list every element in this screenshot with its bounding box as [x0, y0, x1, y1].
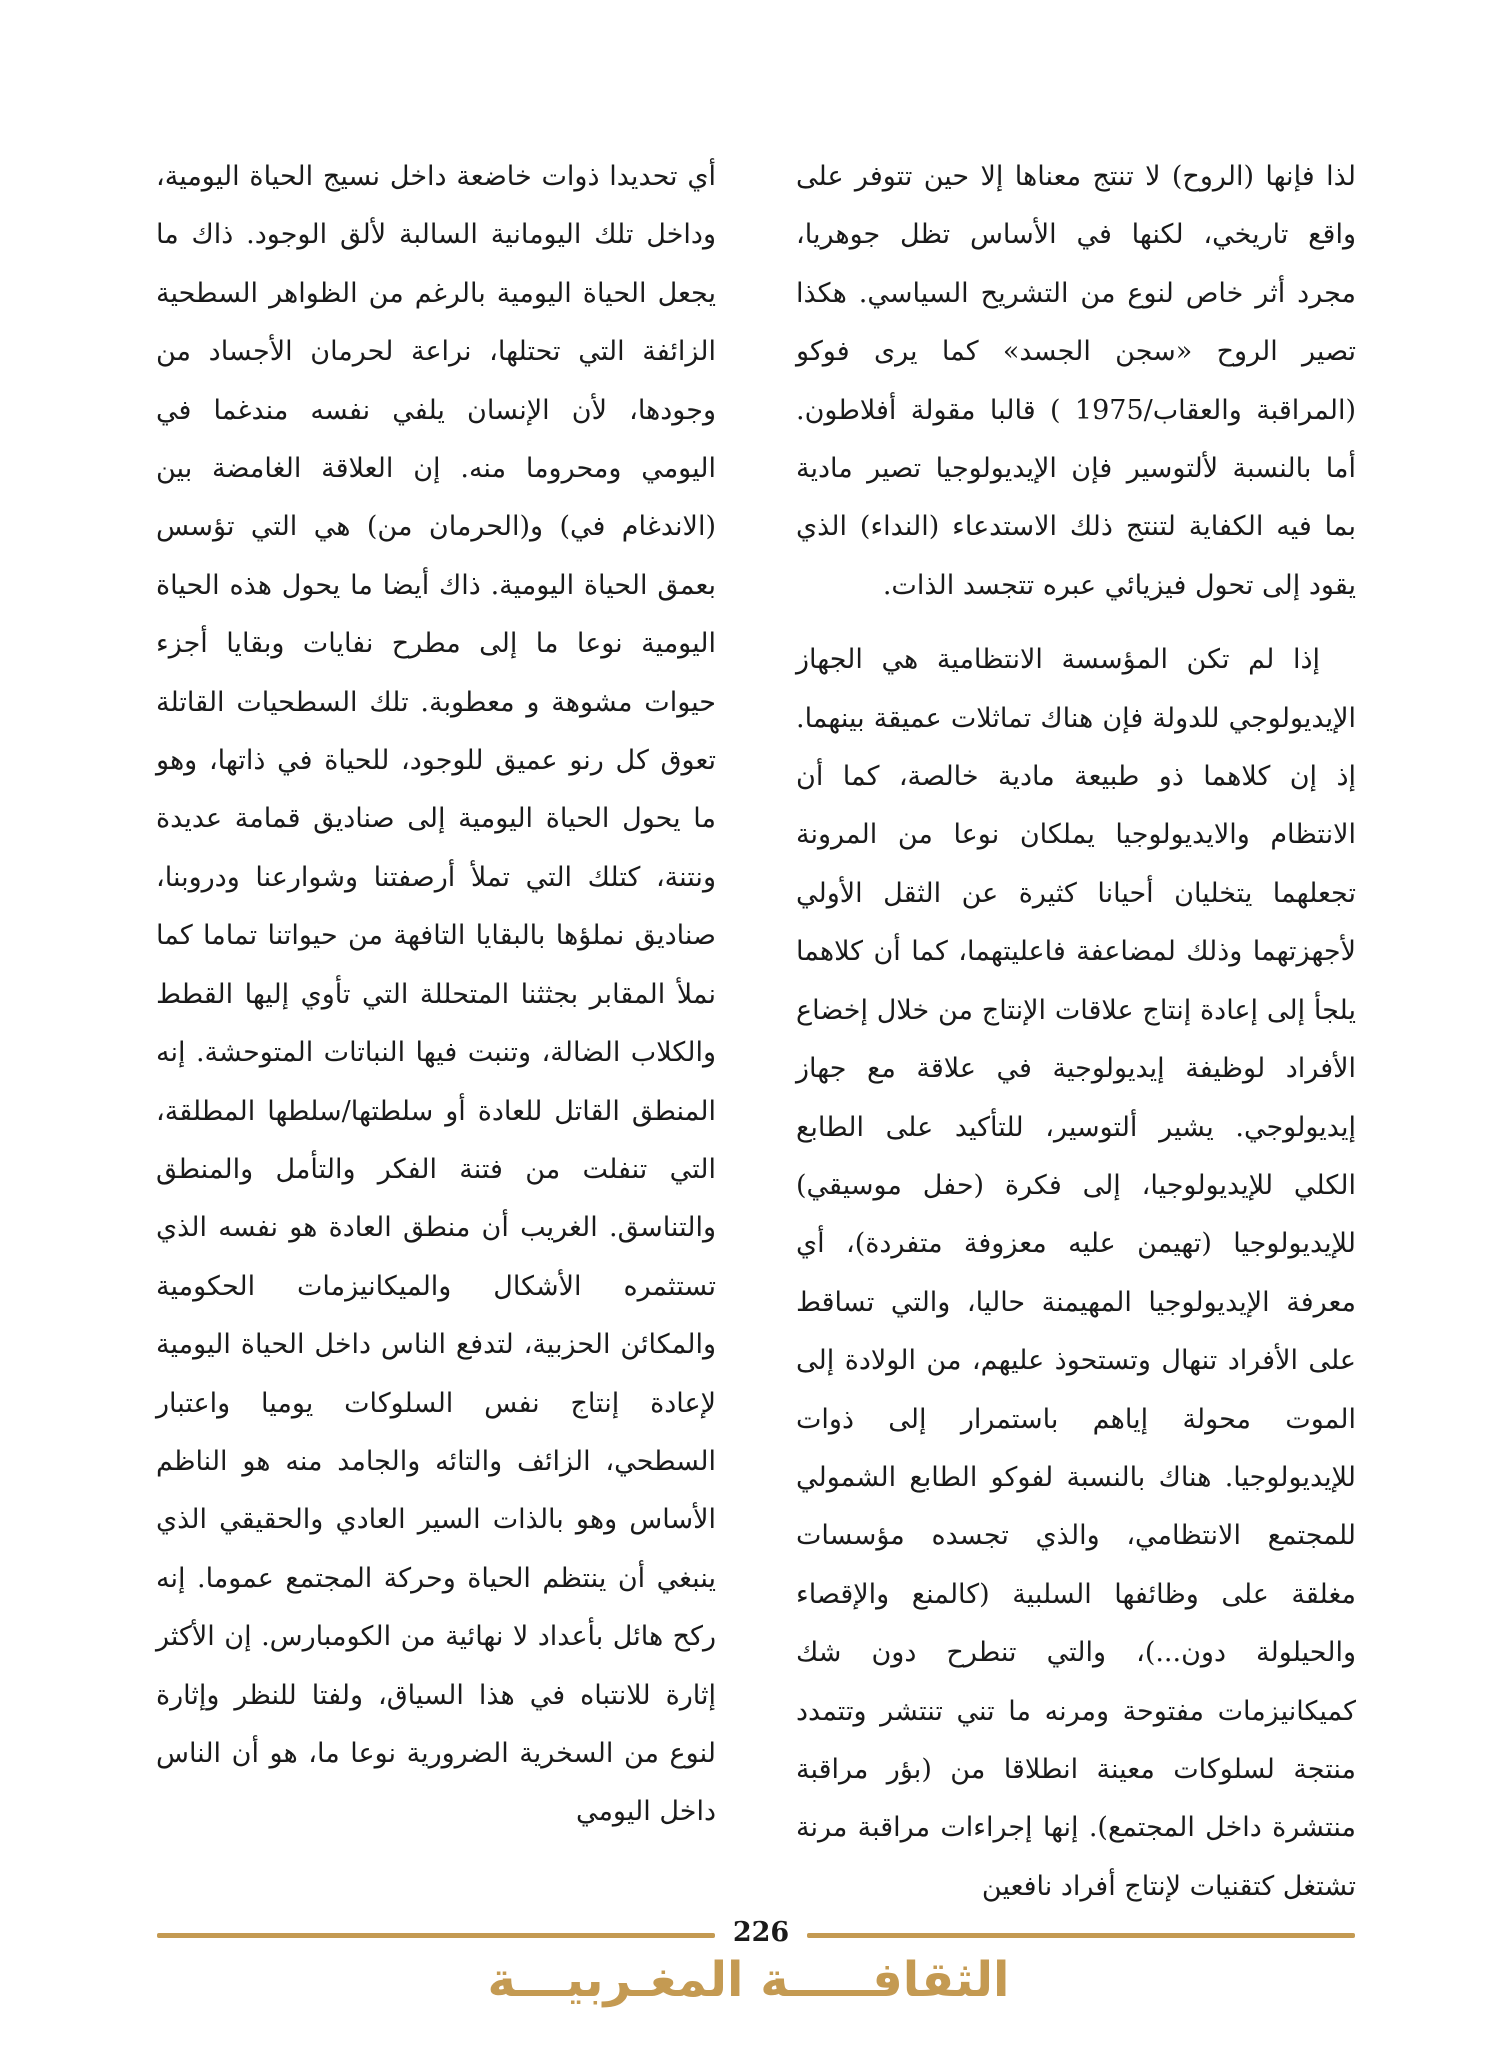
footer-rule-right	[807, 1933, 1355, 1938]
footer-rule-left	[157, 1933, 715, 1938]
right-column-paragraph-1: لذا فإنها (الروح) لا تنتج معناها إلا حين تتوفر على واقع تاريخي، لكنها في الأساس تظل جوهريا، مجرد أثر خاص لنوع من التشريح السياسي. هكذا تصير الروح «سجن الجسد» كما يرى فوكو (المراقبة والعقاب/1975 ) قالبا مقولة أفلاطون. أما بالنسبة لألتوسير فإن الإيديولوجيا تصير مادية بما فيه الكفاية لتنتج ذلك الاستدعاء (النداء) الذي يقود إلى تحول فيزيائي عبره تتجسد الذات.	[796, 161, 1356, 601]
right-text-column	[796, 148, 1356, 1916]
page-number: 226	[732, 1917, 790, 1948]
left-column-paragraph-1: أي تحديدا ذوات خاضعة داخل نسيج الحياة اليومية، وداخل تلك اليومانية السالبة لألق الوجود. ذاك ما يجعل الحياة اليومية بالرغم من الظواهر السطحية الزائفة التي تحتلها، نراعة لحرمان الأجساد من وجودها، لأن الإنسان يلفي نفسه مندغما في اليومي ومحروما منه. إن العلاقة الغامضة بين (الاندغام في) و(الحرمان من) هي التي تؤسس بعمق الحياة اليومية. ذاك أيضا ما يحول هذه الحياة اليومية نوعا ما إلى مطرح نفايات وبقايا أجزء حيوات مشوهة و معطوبة. تلك السطحيات القاتلة تعوق كل رنو عميق للوجود، للحياة في ذاتها، وهو ما يحول الحياة اليومية إلى صناديق قمامة عديدة ونتنة، كتلك التي تملأ أرصفتنا وشوارعنا ودروبنا، صناديق نملؤها بالبقايا التافهة من حيواتنا تماما كما نملأ المقابر بجثثنا المتحللة التي تأوي إليها القطط والكلاب الضالة، وتنبت فيها النباتات المتوحشة. إنه المنطق القاتل للعادة أو سلطتها/سلطها المطلقة، التي تنفلت من فتنة الفكر والتأمل والمنطق والتناسق. الغريب أن منطق العادة هو نفسه الذي تستثمره الأشكال والميكانيزمات الحكومية والمكائن الحزبية، لتدفع الناس داخل الحياة اليومية لإعادة إنتاج نفس السلوكات يوميا واعتبار السطحي، الزائف والتائه والجامد منه هو الناظم الأساس وهو بالذات السير العادي والحقيقي الذي ينبغي أن ينتظم الحياة وحركة المجتمع عموما. إنه ركح هائل بأعداد لا نهائية من الكومبارس. إن الأكثر إثارة للانتباه في هذا السياق، ولفتا للنظر وإثارة لنوع من السخرية الضرورية نوعا ما، هو أن الناس داخل اليومي	[156, 161, 716, 1828]
left-text-column	[156, 148, 716, 1842]
magazine-title: الثقافـــــة المغـربيـــة	[487, 1952, 1010, 2008]
right-column-paragraph-2: إذا لم تكن المؤسسة الانتظامية هي الجهاز الإيديولوجي للدولة فإن هناك تماثلات عميقة بينهما. إذ إن كلاهما ذو طبيعة مادية خالصة، كما أن الانتظام والايديولوجيا يملكان نوعا من المرونة تجعلهما يتخليان أحيانا كثيرة عن الثقل الأولي لأجهزتهما وذلك لمضاعفة فاعليتهما، كما أن كلاهما يلجأ إلى إعادة إنتاج علاقات الإنتاج من خلال إخضاع الأفراد لوظيفة إيديولوجية في علاقة مع جهاز إيديولوجي. يشير ألتوسير، للتأكيد على الطابع الكلي للإيديولوجيا، إلى فكرة (حفل موسيقي) للإيديولوجيا (تهيمن عليه معزوفة متفردة)، أي معرفة الإيديولوجيا المهيمنة حاليا، والتي تساقط على الأفراد تنهال وتستحوذ عليهم، من الولادة إلى الموت محولة إياهم باستمرار إلى ذوات للإيديولوجيا. هناك بالنسبة لفوكو الطابع الشمولي للمجتمع الانتظامي، والذي تجسده مؤسسات مغلقة على وظائفها السلبية (كالمنع والإقصاء والحيلولة دون...)، والتي تنطرح دون شك كميكانيزمات مفتوحة ومرنه ما تني تنتشر وتتمدد منتجة لسلوكات معينة انطلاقا من (بؤر مراقبة منتشرة داخل المجتمع). إنها إجراءات مراقبة مرنة تشتغل كتقنيات لإنتاج أفراد نافعين	[796, 644, 1356, 1902]
